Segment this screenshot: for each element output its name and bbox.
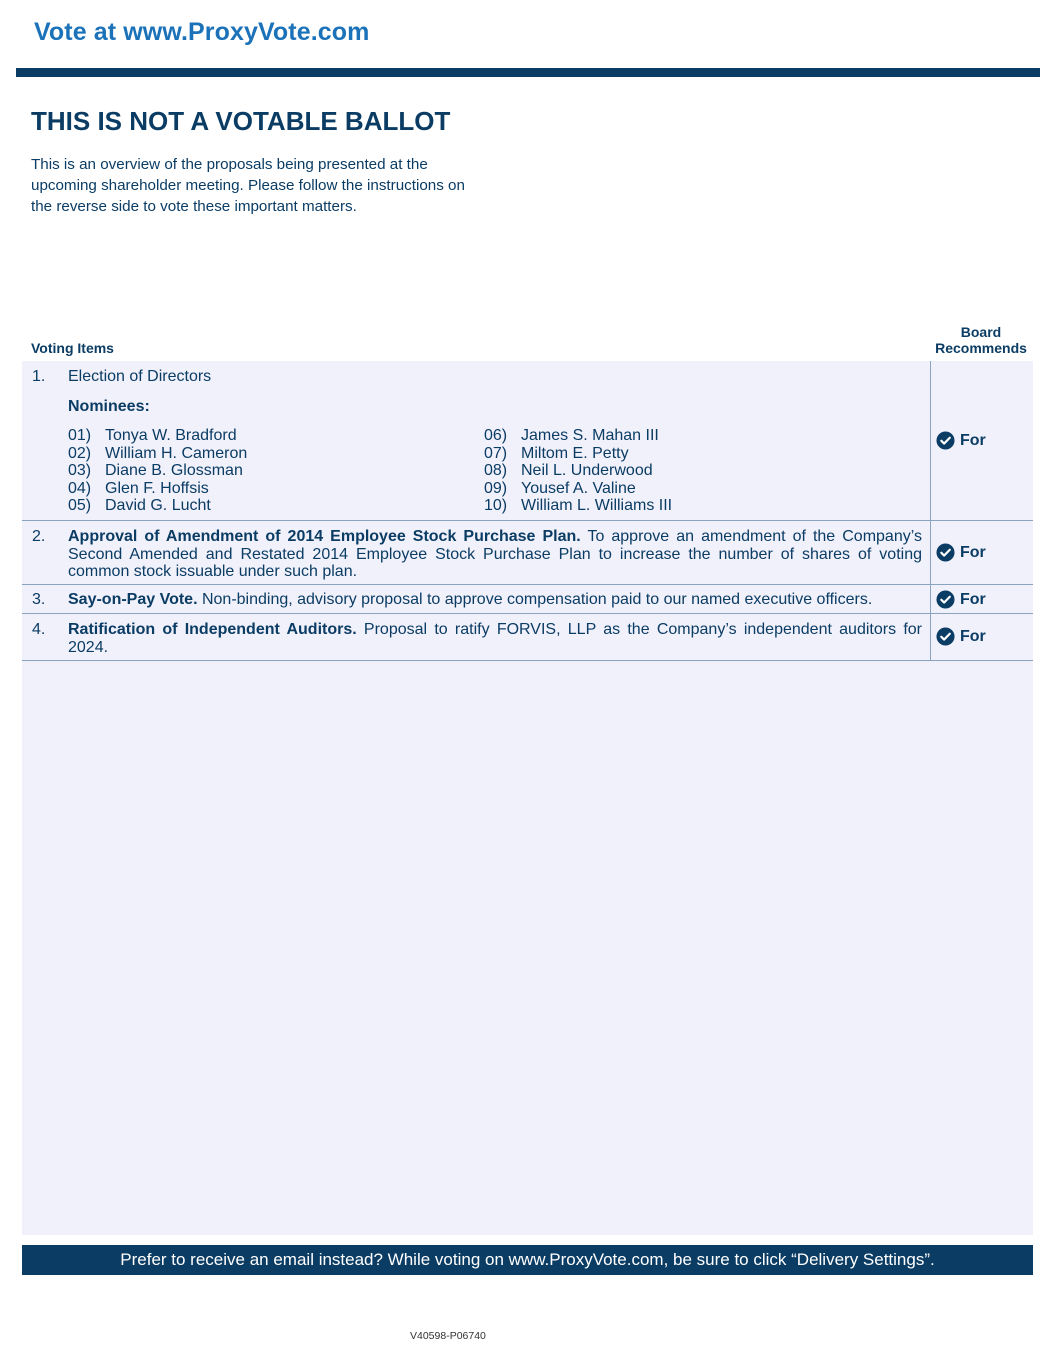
item-content (68, 621, 922, 656)
check-circle-icon (936, 627, 955, 646)
check-circle-icon (936, 590, 955, 609)
voting-item-2 (22, 521, 1033, 585)
check-circle-icon (936, 431, 955, 450)
nominee-number: 07) (484, 444, 508, 462)
intro-line: the reverse side to vote these important matters. (31, 198, 357, 215)
notice-title: THIS IS NOT A VOTABLE BALLOT (31, 106, 451, 136)
item-text: To approve an amendment of the Company’s Second Amended and Restated 2014 Employee Stock Purchase Plan to increase the number of shares of voting common stock issuable under such plan. (68, 528, 922, 580)
item-number: 1. (32, 368, 46, 385)
nominee-number: 04) (68, 479, 92, 497)
nominee-number: 05) (68, 497, 92, 514)
nominee-number: 08) (484, 462, 508, 479)
nominee-name: William L. Williams III (521, 497, 673, 514)
board-recommends-header (930, 324, 1032, 356)
voting-items-header: Voting Items (31, 340, 114, 356)
recommendation-cell (930, 361, 1033, 520)
nominee-name: William H. Cameron (105, 444, 248, 462)
email-delivery-banner: Prefer to receive an email instead? While voting on www.ProxyVote.com, be sure to click “Delivery Settings”. (22, 1245, 1033, 1275)
check-circle-icon (936, 543, 955, 562)
nominee (68, 445, 484, 463)
recommendation (936, 431, 986, 450)
nominee-number: 09) (484, 479, 508, 497)
nominee-name: David G. Lucht (105, 497, 211, 514)
voting-item-4 (22, 614, 1033, 661)
nominee-number: 06) (484, 427, 508, 444)
recommendation (936, 627, 986, 646)
item-content (68, 591, 922, 609)
nominee (484, 462, 904, 480)
nominee-name: Neil L. Underwood (521, 462, 653, 479)
nominee (68, 480, 484, 498)
item-lead: Approval of Amendment of 2014 Employee Stock Purchase Plan. (68, 528, 581, 545)
item-number: 2. (32, 528, 46, 545)
item-content (68, 368, 922, 515)
nominee (484, 445, 904, 463)
nominee-name: Diane B. Glossman (105, 462, 243, 479)
intro-line: This is an overview of the proposals being presented at the (31, 156, 428, 173)
nominee (68, 462, 484, 480)
recommendation-label: For (960, 543, 986, 561)
document-code: V40598-P06740 (410, 1330, 486, 1342)
board-recommends-line2: Recommends (935, 340, 1027, 356)
item-number: 3. (32, 591, 46, 608)
nominee (484, 427, 904, 445)
item-title: Election of Directors (68, 368, 212, 385)
item-text: Proposal to ratify FORVIS, LLP as the Company’s independent auditors for 2024. (68, 621, 922, 656)
item-number: 4. (32, 621, 46, 638)
recommendation (936, 543, 986, 562)
recommendation-cell (930, 585, 1033, 613)
nominee (484, 480, 904, 498)
intro-text (31, 154, 521, 217)
voting-item-1 (22, 361, 1033, 521)
nominees-label: Nominees: (68, 397, 150, 415)
nominee-number: 03) (68, 462, 92, 479)
nominee-name: Yousef A. Valine (521, 479, 636, 497)
recommendation-label: For (960, 627, 986, 645)
nominee-number: 10) (484, 497, 508, 514)
item-lead: Ratification of Independent Auditors. (68, 621, 357, 638)
intro-line: upcoming shareholder meeting. Please follow the instructions on (31, 177, 465, 194)
nominee-number: 01) (68, 427, 92, 444)
item-text: Non-binding, advisory proposal to approve compensation paid to our named executive officers. (197, 591, 873, 608)
recommendation-cell (930, 614, 1033, 660)
recommendation (936, 590, 986, 609)
nominee-name: James S. Mahan III (521, 427, 659, 444)
header-rule (16, 68, 1040, 77)
item-lead: Say-on-Pay Vote. (68, 591, 198, 608)
proxyvote-link[interactable]: Vote at www.ProxyVote.com (34, 18, 370, 46)
nominee-name: Miltom E. Petty (521, 444, 629, 462)
nominee-list (68, 427, 922, 515)
nominee (68, 427, 484, 445)
nominee-name: Tonya W. Bradford (105, 427, 237, 444)
board-recommends-line1: Board (960, 324, 1002, 340)
recommendation-cell (930, 521, 1033, 584)
nominee-name: Glen F. Hoffsis (105, 479, 209, 497)
voting-item-3 (22, 585, 1033, 614)
nominee-number: 02) (68, 444, 92, 462)
item-content (68, 528, 922, 581)
nominee (68, 497, 484, 515)
nominee (484, 497, 904, 515)
recommendation-label: For (960, 590, 986, 608)
recommendation-label: For (960, 431, 986, 449)
